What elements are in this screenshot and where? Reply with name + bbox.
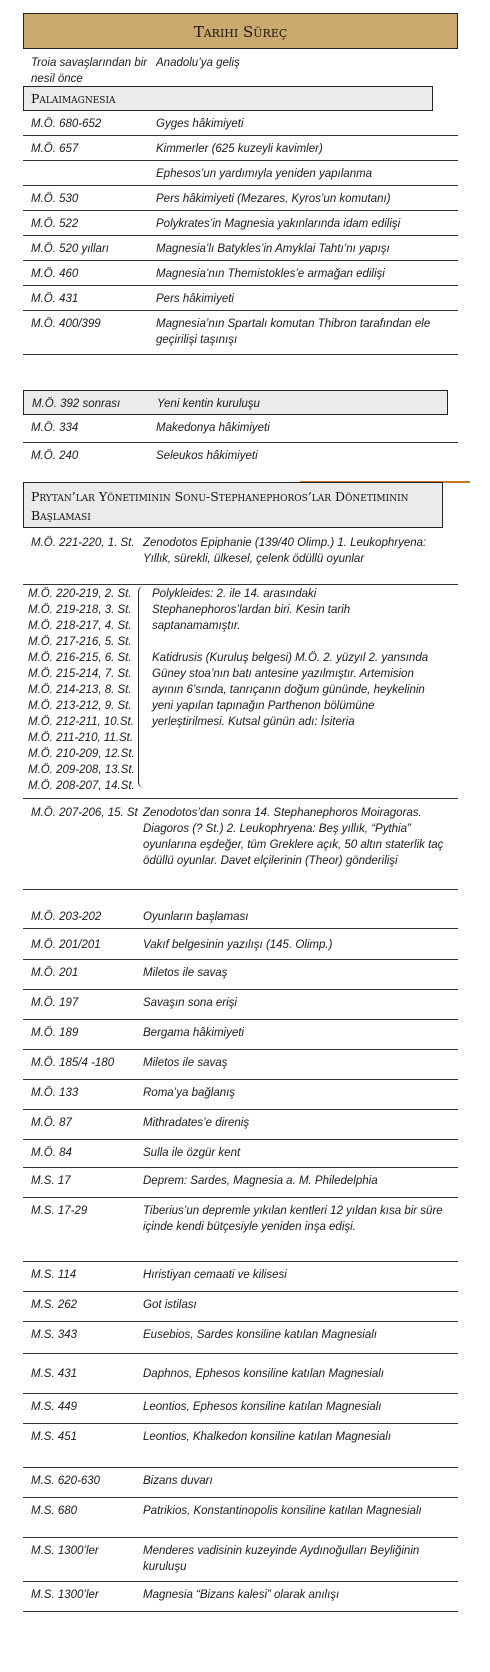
date-cell: M.S. 431 [31,1368,78,1380]
table-row [23,415,458,443]
date-cell: M.Ö. 189 [31,1027,79,1039]
event-cell: Eusebios, Sardes konsiline katılan Magnesialı [143,1329,377,1341]
event-cell: Vakıf belgesinin yazılışı (145. Olimp.) [143,939,333,951]
table-row [23,311,458,355]
date-cell: M.Ö. 334 [31,422,79,434]
event-cell: Roma’ya bağlanış [143,1087,236,1099]
table-row [23,1354,458,1394]
table-row [23,1020,458,1050]
table-row [23,1394,458,1424]
date-cell: M.S. 1300’ler [31,1545,99,1557]
date-cell: M.Ö. 87 [31,1117,72,1129]
date-cell: M.Ö. 201 [31,967,79,979]
table-row [23,136,458,161]
note-paragraph: Polykleides: 2. ile 14. arasındaki Stephanephoros’lardan biri. Kesin tarih saptanamamıştır. [152,588,351,632]
list-date: M.Ö. 215-214, 7. St. [28,668,132,680]
event-cell: Zenodotos Epiphanie (139/40 Olimp.) 1. Leukophryena: Yıllık, sürekli, ülkesel, çelenk ödüllü oyunlar [143,537,427,565]
list-date: M.Ö. 212-211, 10.St. [28,716,134,728]
event-cell: Yeni kentin kuruluşu [157,398,260,410]
table-row [23,1498,458,1538]
note-paragraph: Katidrusis (Kuruluş belgesi) M.Ö. 2. yüzyıl 2. yansında Güney stoa’nın batı antesine yazılmıştır. Artemision ayının 6’sında, tanrıçanın doğum gününde, heykelinin yeni yapılan tapınağın Parthenon bölümüne yerleştirilmesi. Kutsal günün adı: İsiteria [152,652,429,728]
event-cell: Tiberius’un depremle yıkılan kentleri 12 yıldan kısa bir süre içinde kendi bütçesiyle yeniden inşa edişi. [143,1205,443,1233]
date-cell: M.Ö. 657 [31,143,79,155]
highlighted-row [23,390,448,415]
list-date: M.Ö. 220-219, 2. St. [28,588,132,600]
event-cell: Seleukos hâkimiyeti [156,450,258,462]
table-row [23,1424,458,1468]
date-cell: M.S. 451 [31,1431,78,1443]
list-date: M.Ö. 217-216, 5. St. [28,636,132,648]
event-cell: Ephesos’un yardımıyla yeniden yapılanma [156,168,373,180]
date-cell: M.Ö. 201/201 [31,939,101,951]
date-cell: M.Ö. 84 [31,1147,72,1159]
event-cell: Magnesia’nın Spartalı komutan Thibron tarafından ele geçirilişi taşınışı [156,318,431,346]
brace-divider [138,586,145,788]
date-cell: M.S. 620-630 [31,1475,101,1487]
table-row [23,1292,458,1322]
table-row [23,1140,458,1168]
date-cell: M.Ö. 520 yılları [31,243,109,255]
table-row [23,1582,458,1612]
event-cell: Mithradates’e direniş [143,1117,250,1129]
stephanephoros-notes [152,586,437,730]
list-date: M.Ö. 219-218, 3. St. [28,604,132,616]
event-cell: Savaşın sona erişi [143,997,237,1009]
table-row [23,1168,458,1198]
date-cell: M.Ö. 185/4 -180 [31,1057,115,1069]
table-row [23,1080,458,1110]
date-cell: M.S. 680 [31,1505,78,1517]
date-cell: Troia savaşlarından bir nesil önce [31,57,148,85]
date-cell: M.Ö. 530 [31,193,79,205]
date-cell: M.S. 343 [31,1329,78,1341]
date-cell: M.S. 114 [31,1269,77,1281]
table-row [23,443,458,473]
event-cell: Patrikios, Konstantinopolis konsiline katılan Magnesialı [143,1505,422,1517]
list-date: M.Ö. 210-209, 12.St. [28,748,135,760]
date-cell: M.S. 262 [31,1299,78,1311]
table-row [23,932,458,960]
table-row [23,1322,458,1354]
event-cell: Magnesia’lı Batykles’in Amyklai Tahtı’nı yapışı [156,243,390,255]
table-row [23,990,458,1020]
list-date: M.Ö. 213-212, 9. St. [28,700,132,712]
event-cell: Deprem: Sardes, Magnesia a. M. Philedelphia [143,1175,378,1187]
table-row [23,1468,458,1498]
event-cell: Gyges hâkimiyeti [156,118,244,130]
list-date: M.Ö. 216-215, 6. St. [28,652,132,664]
date-cell: M.Ö. 680-652 [31,118,102,130]
list-date: M.Ö. 208-207, 14.St. [28,780,135,792]
table-row [23,186,458,211]
table-row [23,161,458,186]
event-cell: Polykrates’in Magnesia yakınlarında idam edilişi [156,218,401,230]
table-row [23,211,458,236]
event-cell: Leontios, Khalkedon konsiline katılan Magnesialı [143,1431,392,1443]
table-row [23,960,458,990]
date-cell: M.Ö. 133 [31,1087,79,1099]
date-cell: M.Ö. 522 [31,218,79,230]
stephanephoros-date-list [28,586,135,794]
list-date: M.Ö. 211-210, 11.St. [28,732,134,744]
event-cell: Sulla ile özgür kent [143,1147,241,1159]
date-cell: M.Ö. 431 [31,293,79,305]
table-row [23,286,458,311]
event-cell: Anadolu’ya geliş [156,57,240,69]
event-cell: Pers hâkimiyeti [156,293,234,305]
event-cell: Got istilası [143,1299,197,1311]
date-cell: M.Ö. 240 [31,450,79,462]
list-date: M.Ö. 209-208, 13.St. [28,764,135,776]
table-row [23,904,458,929]
event-cell: Leontios, Ephesos konsiline katılan Magnesialı [143,1401,382,1413]
event-cell: Zenodotos’dan sonra 14. Stephanephoros Moiragoras. Diagoros (? St.) 2. Leukophryena: Beş yıllık, “Pythia” oyunlarına eşdeğer, tüm Greklere açık, 50 altın staterlik taç ödüllü oyunlar. Davet elçilerinin (Theor) gönderilişi [143,807,444,867]
page-title: Tarihi Süreç [23,13,458,49]
date-cell: M.S. 17 [31,1175,71,1187]
table-row [23,111,458,136]
event-cell: Makedonya hâkimiyeti [156,422,270,434]
date-cell: M.Ö. 203-202 [31,911,102,923]
event-cell: Daphnos, Ephesos konsiline katılan Magnesialı [143,1368,385,1380]
event-cell: Kimmerler (625 kuzeyli kavimler) [156,143,323,155]
date-cell: M.Ö. 207-206, 15. St [31,807,138,819]
table-row [23,1110,458,1140]
event-cell: Hıristiyan cemaati ve kilisesi [143,1269,287,1281]
table-row [23,1262,458,1292]
table-row [23,236,458,261]
table-row [23,1538,458,1582]
row-divider [23,798,458,799]
section-header-palaimagnesia: Palaimagnesia [23,86,433,111]
date-cell: M.Ö. 400/399 [31,318,101,330]
event-cell: Miletos ile savaş [143,1057,228,1069]
list-date: M.Ö. 214-213, 8. St. [28,684,132,696]
section-header-prytan: Prytan’lar Yönetiminin Sonu-Stephanephoros’lar Dönetiminin Başlaması [23,482,443,528]
table-row [23,261,458,286]
table-row [23,1050,458,1080]
event-cell: Bizans duvarı [143,1475,213,1487]
list-date: M.Ö. 218-217, 4. St. [28,620,132,632]
table-row [23,800,458,890]
date-cell: M.Ö. 197 [31,997,79,1009]
table-row [23,530,458,585]
date-cell: M.S. 1300’ler [31,1589,99,1601]
event-cell: Pers hâkimiyeti (Mezares, Kyros’un komutanı) [156,193,391,205]
event-cell: Oyunların başlaması [143,911,249,923]
event-cell: Bergama hâkimiyeti [143,1027,244,1039]
date-cell: M.S. 17-29 [31,1205,88,1217]
date-cell: M.Ö. 221-220, 1. St. [31,537,135,549]
date-cell: M.Ö. 392 sonrası [32,398,121,410]
date-cell: M.Ö. 460 [31,268,79,280]
event-cell: Magnesia “Bizans kalesi” olarak anılışı [143,1589,340,1601]
event-cell: Miletos ile savaş [143,967,228,979]
intro-row [23,50,458,86]
date-cell: M.S. 449 [31,1401,78,1413]
table-row [23,1198,458,1262]
event-cell: Magnesia’nın Themistokles’e armağan edilişi [156,268,385,280]
event-cell: Menderes vadisinin kuzeyinde Aydınoğulları Beyliğinin kuruluşu [143,1545,420,1573]
